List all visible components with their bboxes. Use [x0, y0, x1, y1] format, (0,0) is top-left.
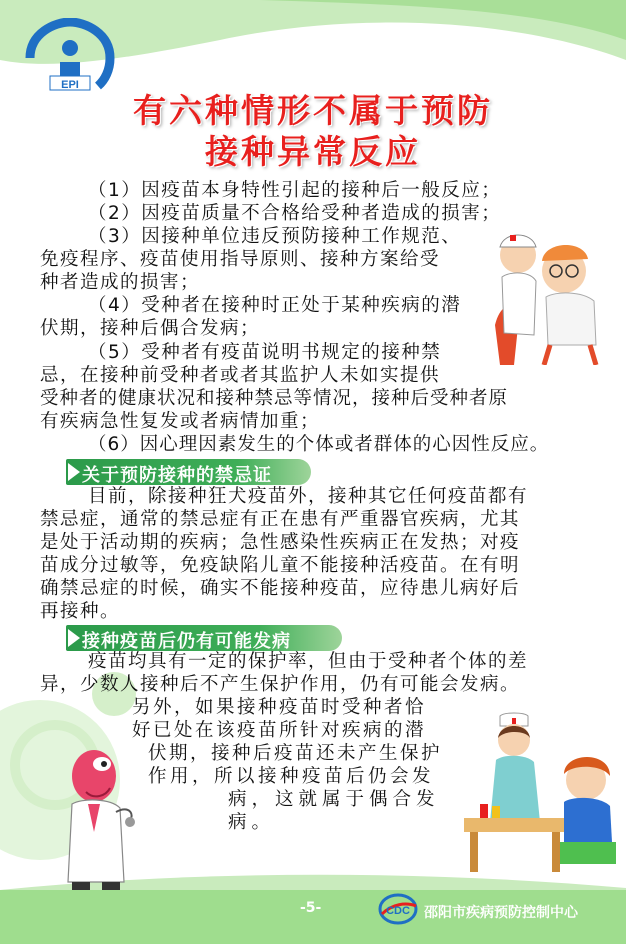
organization-name: 邵阳市疾病预防控制中心 [424, 905, 578, 921]
svg-text:CDC: CDC [386, 905, 410, 917]
section1-line-1: 目前，除接种狂犬疫苗外，接种其它任何疫苗都有 [88, 486, 529, 507]
intro-item-2: （2）因疫苗质量不合格给受种者造成的损害； [88, 203, 502, 224]
nurse-child-illustration [460, 712, 620, 872]
section2-line-7: 病，这就属于偶合发 [228, 789, 440, 810]
intro-item-3c: 种者造成的损害； [40, 272, 201, 293]
intro-item-5c: 受种者的健康状况和接种禁忌等情况，接种后受种者原 [40, 388, 509, 409]
section2-header [66, 625, 342, 651]
page-title-line1: 有六种情形不属于预防 [133, 91, 493, 130]
section1-line-3: 是处于活动期的疾病；急性感染性疾病正在发热；对疫 [40, 532, 521, 553]
section2-line-5: 伏期，接种后疫苗还未产生保护 [148, 743, 443, 764]
intro-item-5d: 有疾病急性复发或者病情加重； [40, 411, 321, 432]
page-number: -5- [300, 900, 322, 916]
section1-header [66, 459, 311, 485]
page-title-line2: 接种异常反应 [205, 132, 421, 171]
section2-line-1: 疫苗均具有一定的保护率，但由于受种者个体的差 [88, 651, 529, 672]
section2-arrow-icon [68, 629, 80, 647]
intro-item-3b: 免疫程序、疫苗使用指导原则、接种方案给受 [40, 249, 441, 270]
section1-line-6: 再接种。 [40, 601, 121, 622]
cartoon-doctor-illustration [58, 742, 142, 892]
section2-title: 接种疫苗后仍有可能发病 [82, 631, 291, 652]
section1-line-2: 禁忌症，通常的禁忌症有正在患有严重器官疾病，尤其 [40, 509, 521, 530]
intro-item-4b: 伏期，接种后偶合发病； [40, 318, 261, 339]
section2-line-8: 病。 [228, 812, 276, 833]
intro-item-1: （1）因疫苗本身特性引起的接种后一般反应； [88, 180, 502, 201]
epi-logo-text: EPI [61, 79, 79, 91]
intro-item-4a: （4）受种者在接种时正处于某种疾病的潜 [88, 295, 462, 316]
section1-line-5: 确禁忌症的时候，确实不能接种疫苗，应待患儿病好后 [40, 578, 521, 599]
section1-title: 关于预防接种的禁忌证 [82, 465, 272, 486]
intro-item-5b: 忌，在接种前受种者或者其监护人未如实提供 [40, 365, 441, 386]
section1-line-4: 苗成分过敏等，免疫缺陷儿童不能接种活疫苗。在有明 [40, 555, 521, 576]
section2-line-6: 作用，所以接种疫苗后仍会发 [148, 766, 435, 787]
epi-logo [20, 18, 120, 98]
intro-item-6: （6）因心理因素发生的个体或者群体的心因性反应。 [88, 434, 550, 455]
section2-line-3: 另外，如果接种疫苗时受种者恰 [132, 697, 427, 718]
intro-item-3a: （3）因接种单位违反预防接种工作规范、 [88, 226, 462, 247]
cdc-logo [378, 892, 418, 926]
intro-item-5a: （5）受种者有疫苗说明书规定的接种禁 [88, 342, 442, 363]
section1-arrow-icon [68, 463, 80, 481]
doctor-patient-illustration [490, 225, 606, 365]
section2-line-2: 异，少数人接种后不产生保护作用，仍有可能会发病。 [40, 674, 521, 695]
section2-line-4: 好已处在该疫苗所针对疾病的潜 [132, 720, 427, 741]
